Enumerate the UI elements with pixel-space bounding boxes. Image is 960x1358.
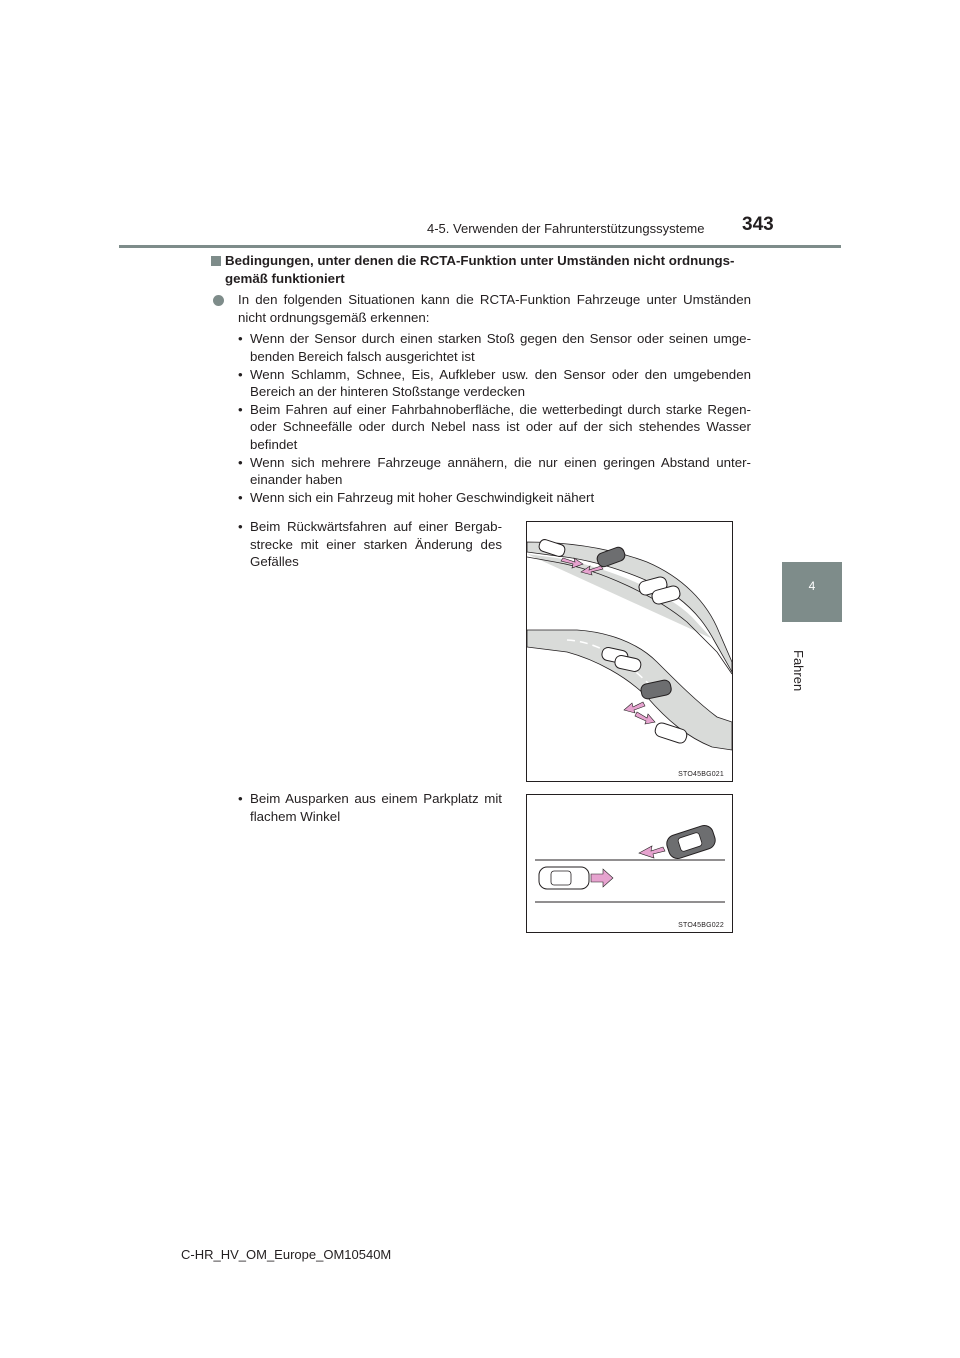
list-item: [238, 401, 751, 454]
figure-code: STO45BG021: [678, 771, 724, 778]
figure-downhill-illustration: [526, 521, 733, 782]
list-item-text: Beim Fahren auf einer Fahrbahnoberfläche, die wetterbedingt durch starke Regen- oder Schneefälle oder durch Nebel nass ist oder auf der sich stehendes Wasser befindet: [250, 401, 751, 452]
bullet-mark: •: [238, 331, 243, 347]
figure-parking-illustration: [526, 794, 733, 933]
list-item: [238, 330, 751, 365]
arrow-icon: [624, 702, 655, 724]
list-item-text: Wenn der Sensor durch einen starken Stoß gegen den Sensor oder seinen umge-benden Bereich falsch ausgerichtet ist: [250, 331, 751, 364]
condition-list: [211, 330, 751, 506]
bullet-mark: •: [238, 366, 243, 382]
list-item-text: Wenn sich mehrere Fahrzeuge annähern, die nur einen geringen Abstand unter-einander haben: [250, 454, 751, 488]
car-icon: [664, 823, 717, 861]
parking-angle-illustration: [527, 795, 732, 932]
chapter-number: 4: [808, 579, 816, 593]
list-item-text: Wenn sich ein Fahrzeug mit hoher Geschwindigkeit nähert: [250, 489, 595, 505]
footer-document-id: C-HR_HV_OM_Europe_OM10540M: [181, 1247, 392, 1262]
list-item: [238, 454, 751, 489]
list-item: [238, 366, 751, 401]
list-item-text: Beim Rückwärtsfahren auf einer Bergab-strecke mit einer starken Änderung des Gefälles: [250, 519, 502, 570]
list-item-text: Wenn Schlamm, Schnee, Eis, Aufkleber usw. den Sensor oder den umgebenden Bereich an der hinteren Stoßstange verdecken: [250, 366, 751, 400]
header-section-title: 4-5. Verwenden der Fahrunterstützungssysteme: [427, 221, 705, 236]
bullet-mark: •: [238, 519, 243, 534]
list-item: [238, 489, 751, 507]
section-heading: [211, 252, 751, 287]
circle-bullet-icon: [213, 295, 224, 306]
arrow-icon: [639, 846, 665, 858]
header-rule: [119, 245, 841, 248]
bullet-mark: •: [238, 401, 243, 417]
intro-paragraph: [211, 291, 751, 326]
bullet-mark: •: [238, 489, 243, 505]
figure-code: STO45BG022: [678, 922, 724, 929]
chapter-tab: [782, 562, 842, 622]
main-content: [211, 252, 751, 506]
downhill-road-illustration: [527, 522, 732, 781]
bullet-mark: •: [238, 791, 243, 806]
square-bullet-icon: [211, 256, 221, 266]
list-item-downhill: [238, 518, 502, 571]
intro-text: In den folgenden Situationen kann die RCTA-Funktion Fahrzeuge unter Umständen nicht ordnungsgemäß erkennen:: [238, 292, 751, 325]
car-icon: [538, 538, 566, 557]
bullet-mark: •: [238, 454, 243, 470]
section-heading-text: Bedingungen, unter denen die RCTA-Funktion unter Umständen nicht ordnungs-gemäß funktioniert: [225, 253, 735, 286]
arrow-icon: [591, 869, 613, 887]
list-item-text: Beim Ausparken aus einem Parkplatz mit flachem Winkel: [250, 791, 502, 824]
list-item-parking: [238, 790, 502, 825]
chapter-label: Fahren: [791, 650, 806, 692]
car-icon: [539, 867, 589, 889]
page-number: 343: [742, 214, 774, 235]
